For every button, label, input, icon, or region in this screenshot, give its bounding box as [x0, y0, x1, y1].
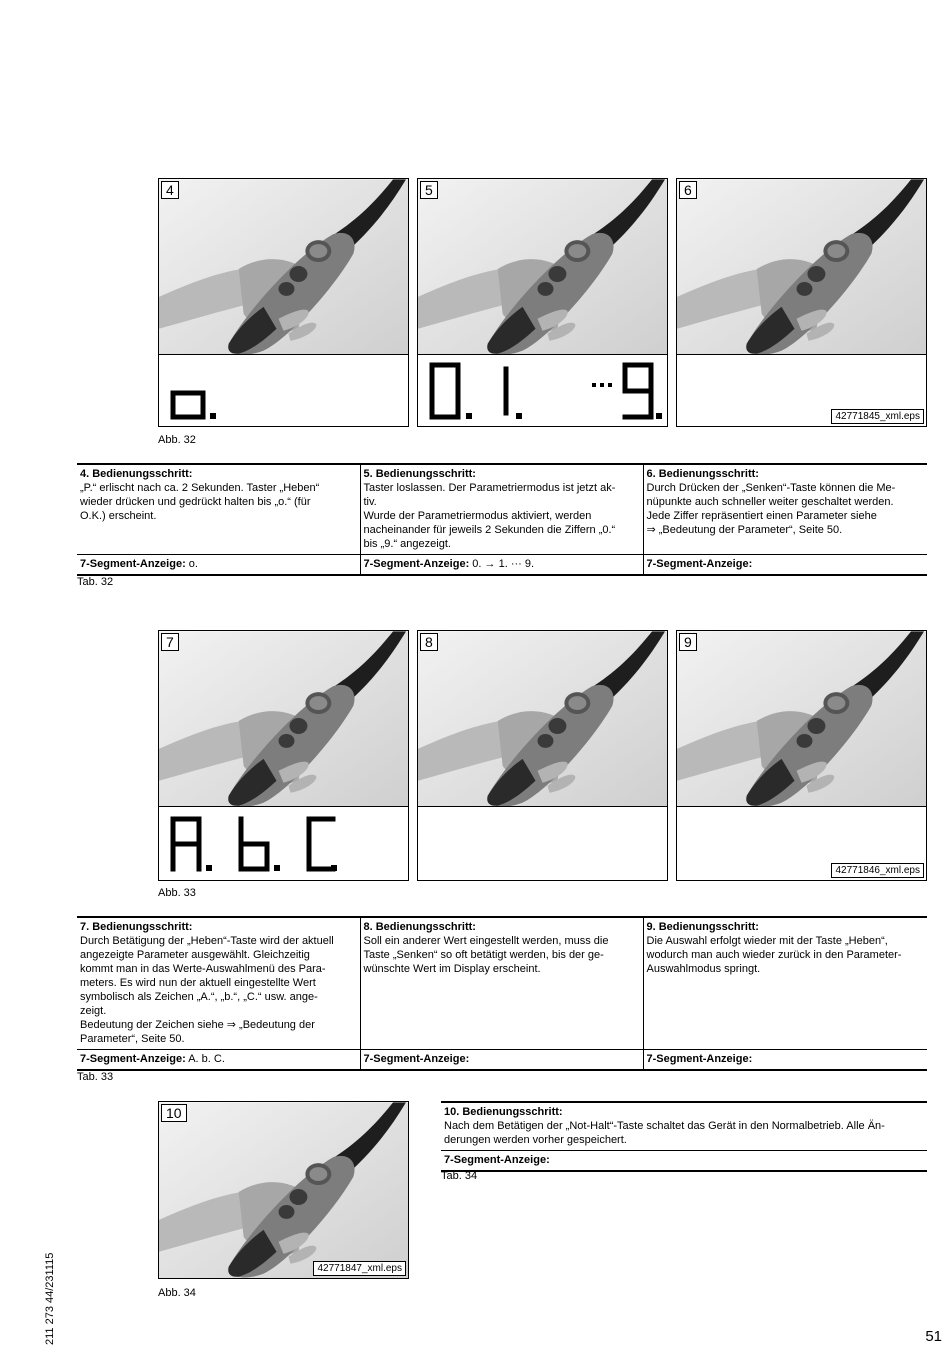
step-text-line: bis „9.“ angezeigt. [363, 538, 451, 550]
step-text-line: zeigt. [80, 1005, 107, 1017]
table-cell [441, 1102, 927, 1151]
panel-number: 8 [420, 633, 438, 651]
step-title: 8. Bedienungsschritt: [363, 921, 476, 933]
step-text-line: Bedeutung der Zeichen siehe ⇒ „Bedeutung der [80, 1019, 315, 1031]
step-text-line: derungen werden vorher gespeichert. [444, 1134, 627, 1146]
fig33-panel-9 [676, 630, 927, 881]
step-text-line: Die Auswahl erfolgt wieder mit der Taste „Heben“, [646, 935, 888, 947]
segment-cell [643, 1050, 927, 1071]
steps-table-34 [441, 1101, 927, 1172]
panel-number: 10 [161, 1104, 187, 1122]
step-text-line: meters. Es wird nun der aktuell eingestellte Wert [80, 977, 316, 989]
segment-label: 7-Segment-Anzeige: [80, 1053, 186, 1065]
step-text-line: Auswahlmodus springt. [646, 963, 761, 975]
step-text-line: ⇒ „Bedeutung der Parameter“, Seite 50. [646, 524, 843, 536]
control-photo-image [418, 631, 667, 809]
segment-label: 7-Segment-Anzeige: [80, 558, 186, 570]
step-text-line: Durch Betätigung der „Heben“-Taste wird der aktuell [80, 935, 334, 947]
panel-number: 5 [420, 181, 438, 199]
step-text-line: symbolisch als Zeichen „A.“, „b.“, „C.“ usw. ange- [80, 991, 318, 1003]
segment-cell [441, 1151, 927, 1172]
segment-display-area [159, 354, 408, 426]
segment-label: 7-Segment-Anzeige: [444, 1154, 550, 1166]
control-photo-image [418, 179, 667, 357]
step-text-line: tiv. [363, 496, 377, 508]
table-row [77, 464, 927, 555]
step-text-line: nacheinander für jeweils 2 Sekunden die Ziffern „0.“ [363, 524, 616, 536]
segment-display-area [418, 806, 667, 880]
table-caption: Tab. 33 [77, 1071, 114, 1083]
step-text-line: Taster loslassen. Der Parametriermodus ist jetzt ak- [363, 482, 616, 494]
figure-caption: Abb. 32 [158, 434, 196, 446]
panel-number: 6 [679, 181, 697, 199]
table-cell [643, 464, 927, 555]
figure-caption: Abb. 33 [158, 887, 196, 899]
control-photo-image [159, 1102, 408, 1279]
table-caption: Tab. 32 [77, 576, 114, 588]
table-cell [77, 917, 360, 1050]
fig33-panel-7 [158, 630, 409, 881]
segment-cell [77, 555, 360, 576]
segment-value: o. [185, 558, 198, 570]
segment-label: 7-Segment-Anzeige: [646, 558, 753, 570]
step-text-line: Nach dem Betätigen der „Not-Halt“-Taste schaltet das Gerät in den Normalbetrieb. Alle Än- [444, 1120, 885, 1132]
page-number: 51 [925, 1328, 942, 1345]
control-photo-image [677, 179, 926, 357]
fig33-panel-8 [417, 630, 668, 881]
fig34-panel-10 [158, 1101, 409, 1279]
step-text-line: wünschte Wert im Display erscheint. [363, 963, 541, 975]
fig32-panel-6 [676, 178, 927, 427]
fig32-panel-5 [417, 178, 668, 427]
step-text-line: nüpunkte auch schneller weiter geschaltet werden. [646, 496, 894, 508]
figure-caption: Abb. 34 [158, 1287, 196, 1299]
segment-label: 7-Segment-Anzeige: [363, 1053, 470, 1065]
table-row [441, 1102, 927, 1151]
step-text-line: wodurch man auch wieder zurück in den Parameter- [646, 949, 902, 961]
eps-filename: 42771846_xml.eps [831, 863, 924, 878]
segment-label: 7-Segment-Anzeige: [646, 1053, 753, 1065]
step-text-line: angezeigte Parameter ausgewählt. Gleichzeitig [80, 949, 310, 961]
segment-label: 7-Segment-Anzeige: [363, 558, 470, 570]
control-photo-image [677, 631, 926, 809]
segment-value: 0. → 1. ··· 9. [469, 558, 535, 570]
segment-cell [360, 555, 643, 576]
step-text-line: wieder drücken und gedrückt halten bis „o.“ (für [80, 496, 311, 508]
step-title: 5. Bedienungsschritt: [363, 468, 476, 480]
table-cell [77, 464, 360, 555]
segment-cell [643, 555, 927, 576]
document-number: 211 273 44/231115 [44, 1252, 56, 1345]
control-photo-image [159, 179, 408, 357]
segment-value: A. b. C. [185, 1053, 225, 1065]
control-photo-image [159, 631, 408, 809]
seven-segment-display [418, 355, 667, 426]
table-cell [360, 464, 643, 555]
eps-filename: 42771845_xml.eps [831, 409, 924, 424]
panel-number: 4 [161, 181, 179, 199]
step-title: 7. Bedienungsschritt: [80, 921, 193, 933]
step-text-line: Taste „Senken“ so oft betätigt werden, bis der ge- [363, 949, 604, 961]
table-row [77, 555, 927, 576]
step-text-line: Durch Drücken der „Senken“-Taste können die Me- [646, 482, 896, 494]
seven-segment-display [159, 807, 408, 880]
steps-table-33 [77, 916, 927, 1071]
step-title: 4. Bedienungsschritt: [80, 468, 193, 480]
step-text-line: Wurde der Parametriermodus aktiviert, werden [363, 510, 592, 522]
step-text-line: O.K.) erscheint. [80, 510, 157, 522]
segment-cell [360, 1050, 643, 1071]
segment-cell [77, 1050, 360, 1071]
step-title: 6. Bedienungsschritt: [646, 468, 759, 480]
panel-number: 9 [679, 633, 697, 651]
step-title: 9. Bedienungsschritt: [646, 921, 759, 933]
segment-display-area [418, 354, 667, 426]
step-text-line: Parameter“, Seite 50. [80, 1033, 185, 1045]
step-text-line: kommt man in das Werte-Auswahlmenü des Para- [80, 963, 326, 975]
segment-display-area [159, 806, 408, 880]
table-caption: Tab. 34 [441, 1170, 478, 1182]
steps-table-32 [77, 463, 927, 576]
step-text-line: „P.“ erlischt nach ca. 2 Sekunden. Taster „Heben“ [80, 482, 320, 494]
table-row [441, 1151, 927, 1172]
step-text-line: Soll ein anderer Wert eingestellt werden, muss die [363, 935, 609, 947]
fig32-panel-4 [158, 178, 409, 427]
step-title: 10. Bedienungsschritt: [444, 1106, 563, 1118]
eps-filename: 42771847_xml.eps [313, 1261, 406, 1276]
seven-segment-display [159, 355, 408, 426]
table-cell [643, 917, 927, 1050]
step-text-line: Jede Ziffer repräsentiert einen Parameter siehe [646, 510, 877, 522]
table-row [77, 1050, 927, 1071]
panel-number: 7 [161, 633, 179, 651]
table-cell [360, 917, 643, 1050]
table-row [77, 917, 927, 1050]
